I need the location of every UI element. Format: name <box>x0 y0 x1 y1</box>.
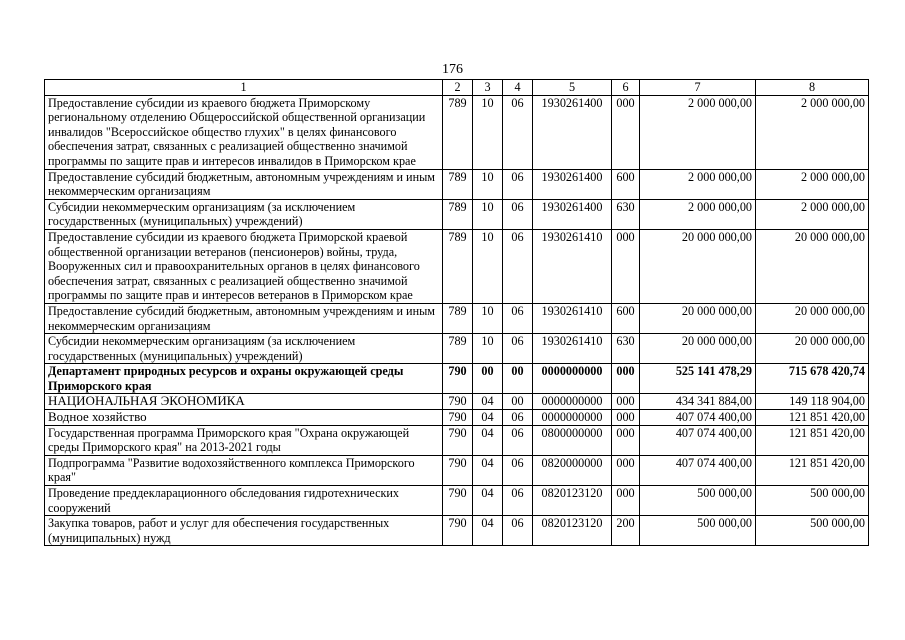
cell-subsection: 06 <box>503 425 533 455</box>
cell-ministry-code: 790 <box>443 394 473 410</box>
cell-amount-year-1: 407 074 400,00 <box>640 410 756 426</box>
cell-subsection: 06 <box>503 486 533 516</box>
header-col-5: 5 <box>533 80 612 96</box>
table-header-row <box>45 80 869 96</box>
cell-amount-year-2: 500 000,00 <box>756 516 869 546</box>
cell-amount-year-2: 2 000 000,00 <box>756 199 869 229</box>
cell-section: 04 <box>473 410 503 426</box>
cell-subsection: 06 <box>503 169 533 199</box>
cell-description: Подпрограмма "Развитие водохозяйственного комплекса Приморского края" <box>45 455 443 485</box>
cell-ministry-code: 790 <box>443 516 473 546</box>
cell-amount-year-1: 525 141 478,29 <box>640 364 756 394</box>
cell-target-article: 0000000000 <box>533 410 612 426</box>
cell-ministry-code: 790 <box>443 455 473 485</box>
cell-ministry-code: 790 <box>443 364 473 394</box>
cell-subsection: 00 <box>503 394 533 410</box>
cell-description: НАЦИОНАЛЬНАЯ ЭКОНОМИКА <box>45 394 443 410</box>
header-col-3: 3 <box>473 80 503 96</box>
cell-ministry-code: 789 <box>443 169 473 199</box>
cell-subsection: 06 <box>503 303 533 333</box>
header-col-8: 8 <box>756 80 869 96</box>
table-row <box>45 516 869 546</box>
cell-expense-type: 000 <box>612 95 640 169</box>
table-row <box>45 169 869 199</box>
cell-expense-type: 000 <box>612 455 640 485</box>
cell-section: 10 <box>473 169 503 199</box>
cell-amount-year-1: 500 000,00 <box>640 486 756 516</box>
header-col-4: 4 <box>503 80 533 96</box>
cell-expense-type: 000 <box>612 364 640 394</box>
cell-amount-year-1: 434 341 884,00 <box>640 394 756 410</box>
table-row <box>45 425 869 455</box>
cell-target-article: 0800000000 <box>533 425 612 455</box>
cell-description: Субсидии некоммерческим организациям (за исключением государственных (муниципальных) учреждений) <box>45 334 443 364</box>
cell-amount-year-2: 20 000 000,00 <box>756 334 869 364</box>
cell-amount-year-2: 121 851 420,00 <box>756 410 869 426</box>
cell-amount-year-1: 2 000 000,00 <box>640 199 756 229</box>
cell-ministry-code: 789 <box>443 303 473 333</box>
header-col-2: 2 <box>443 80 473 96</box>
cell-section: 04 <box>473 425 503 455</box>
table-row <box>45 364 869 394</box>
cell-amount-year-2: 121 851 420,00 <box>756 455 869 485</box>
cell-section: 10 <box>473 303 503 333</box>
cell-expense-type: 630 <box>612 334 640 364</box>
cell-ministry-code: 790 <box>443 425 473 455</box>
table-row <box>45 95 869 169</box>
table-row <box>45 455 869 485</box>
cell-subsection: 06 <box>503 229 533 303</box>
table-row <box>45 199 869 229</box>
cell-description: Предоставление субсидий бюджетным, автономным учреждениям и иным некоммерческим организациям <box>45 169 443 199</box>
table-row <box>45 229 869 303</box>
table-row <box>45 303 869 333</box>
cell-ministry-code: 789 <box>443 229 473 303</box>
cell-section: 10 <box>473 95 503 169</box>
cell-expense-type: 000 <box>612 486 640 516</box>
cell-description: Департамент природных ресурсов и охраны окружающей среды Приморского края <box>45 364 443 394</box>
cell-section: 04 <box>473 486 503 516</box>
cell-section: 10 <box>473 334 503 364</box>
cell-amount-year-2: 121 851 420,00 <box>756 425 869 455</box>
cell-target-article: 1930261410 <box>533 334 612 364</box>
table-row <box>45 410 869 426</box>
cell-amount-year-2: 2 000 000,00 <box>756 95 869 169</box>
cell-target-article: 0820000000 <box>533 455 612 485</box>
cell-target-article: 0000000000 <box>533 364 612 394</box>
cell-amount-year-2: 20 000 000,00 <box>756 303 869 333</box>
page-number: 176 <box>442 62 463 77</box>
cell-target-article: 0820123120 <box>533 516 612 546</box>
cell-expense-type: 000 <box>612 394 640 410</box>
cell-amount-year-1: 500 000,00 <box>640 516 756 546</box>
table-row <box>45 334 869 364</box>
cell-expense-type: 000 <box>612 425 640 455</box>
cell-description: Водное хозяйство <box>45 410 443 426</box>
cell-expense-type: 630 <box>612 199 640 229</box>
cell-description: Предоставление субсидии из краевого бюджета Приморской краевой общественной организации ветеранов (пенсионеров) войны, труда, Вооруженных сил и правоохранительных органов в целях финансового обеспечения затрат, связанных с реализацией общественно значимой программы по защите прав и интересов ветеранов в Приморском крае <box>45 229 443 303</box>
table-row <box>45 486 869 516</box>
cell-expense-type: 000 <box>612 229 640 303</box>
cell-amount-year-2: 715 678 420,74 <box>756 364 869 394</box>
cell-amount-year-1: 407 074 400,00 <box>640 425 756 455</box>
cell-expense-type: 000 <box>612 410 640 426</box>
cell-amount-year-2: 149 118 904,00 <box>756 394 869 410</box>
cell-target-article: 1930261410 <box>533 303 612 333</box>
cell-amount-year-1: 2 000 000,00 <box>640 169 756 199</box>
cell-description: Проведение преддекларационного обследования гидротехнических сооружений <box>45 486 443 516</box>
cell-subsection: 06 <box>503 199 533 229</box>
cell-ministry-code: 789 <box>443 334 473 364</box>
cell-subsection: 06 <box>503 410 533 426</box>
budget-table <box>44 79 869 546</box>
cell-description: Государственная программа Приморского края "Охрана окружающей среды Приморского края" на 2013-2021 годы <box>45 425 443 455</box>
cell-amount-year-1: 20 000 000,00 <box>640 334 756 364</box>
cell-ministry-code: 790 <box>443 486 473 516</box>
cell-target-article: 0000000000 <box>533 394 612 410</box>
cell-description: Закупка товаров, работ и услуг для обеспечения государственных (муниципальных) нужд <box>45 516 443 546</box>
cell-section: 04 <box>473 516 503 546</box>
cell-section: 04 <box>473 394 503 410</box>
header-col-6: 6 <box>612 80 640 96</box>
cell-ministry-code: 789 <box>443 95 473 169</box>
cell-amount-year-1: 20 000 000,00 <box>640 229 756 303</box>
table-row <box>45 394 869 410</box>
cell-subsection: 06 <box>503 455 533 485</box>
cell-subsection: 06 <box>503 516 533 546</box>
cell-section: 10 <box>473 229 503 303</box>
cell-description: Предоставление субсидий бюджетным, автономным учреждениям и иным некоммерческим организациям <box>45 303 443 333</box>
header-col-7: 7 <box>640 80 756 96</box>
cell-target-article: 0820123120 <box>533 486 612 516</box>
cell-amount-year-2: 20 000 000,00 <box>756 229 869 303</box>
cell-target-article: 1930261410 <box>533 229 612 303</box>
header-col-1: 1 <box>45 80 443 96</box>
cell-section: 00 <box>473 364 503 394</box>
cell-expense-type: 200 <box>612 516 640 546</box>
cell-amount-year-1: 407 074 400,00 <box>640 455 756 485</box>
cell-target-article: 1930261400 <box>533 199 612 229</box>
cell-section: 10 <box>473 199 503 229</box>
cell-amount-year-2: 2 000 000,00 <box>756 169 869 199</box>
cell-subsection: 06 <box>503 334 533 364</box>
cell-target-article: 1930261400 <box>533 95 612 169</box>
cell-subsection: 00 <box>503 364 533 394</box>
cell-amount-year-2: 500 000,00 <box>756 486 869 516</box>
cell-description: Предоставление субсидии из краевого бюджета Приморскому региональному отделению Общероссийской общественной организации инвалидов "Всероссийское общество глухих" в целях финансового обеспечения затрат, связанных с реализацией общественно значимой программы по защите прав и интересов инвалидов в Приморском крае <box>45 95 443 169</box>
cell-amount-year-1: 20 000 000,00 <box>640 303 756 333</box>
cell-expense-type: 600 <box>612 303 640 333</box>
cell-expense-type: 600 <box>612 169 640 199</box>
cell-ministry-code: 789 <box>443 199 473 229</box>
cell-subsection: 06 <box>503 95 533 169</box>
cell-amount-year-1: 2 000 000,00 <box>640 95 756 169</box>
cell-section: 04 <box>473 455 503 485</box>
cell-target-article: 1930261400 <box>533 169 612 199</box>
cell-ministry-code: 790 <box>443 410 473 426</box>
cell-description: Субсидии некоммерческим организациям (за исключением государственных (муниципальных) учреждений) <box>45 199 443 229</box>
